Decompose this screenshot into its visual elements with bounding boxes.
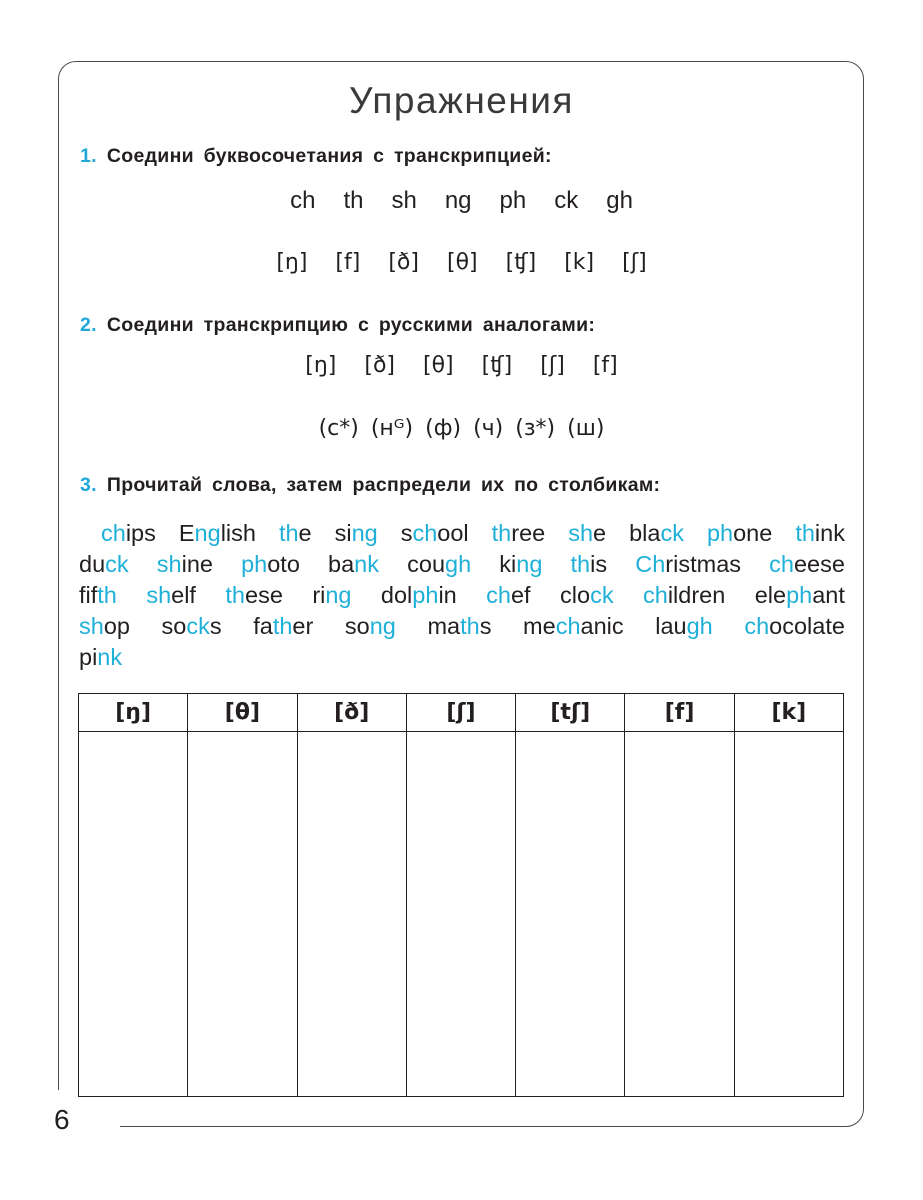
- task-3-heading: [80, 474, 660, 497]
- word: [146, 580, 196, 611]
- column-header: [ʃ]: [406, 694, 515, 732]
- letter-combination: th: [343, 187, 364, 214]
- word-fragment: so: [344, 613, 370, 639]
- russian-analog: (ш): [567, 416, 605, 441]
- word-fragment: du: [79, 551, 106, 577]
- column-header: [k]: [734, 694, 843, 732]
- highlighted-letters: th: [278, 520, 299, 546]
- word-fragment: lish: [220, 520, 256, 546]
- transcription: [f]: [592, 353, 618, 378]
- word-fragment: ef: [510, 582, 531, 608]
- page-number: 6: [54, 1104, 70, 1135]
- word: [79, 611, 130, 642]
- word: [492, 518, 546, 549]
- task-1-instruction: Соедини буквосочетания с транскрипцией:: [106, 145, 552, 167]
- word: [345, 611, 396, 642]
- word-fragment: ma: [427, 613, 461, 639]
- word-fragment: ink: [814, 520, 845, 546]
- word-line: [79, 518, 845, 549]
- word-fragment: ips: [125, 520, 156, 546]
- russian-analog: (с*): [318, 416, 359, 441]
- word-fragment: ri: [312, 582, 326, 608]
- column-header: [θ]: [188, 694, 297, 732]
- column-header: [tʃ]: [516, 694, 625, 732]
- word: [744, 611, 845, 642]
- highlighted-letters: nk: [97, 644, 123, 670]
- answer-cell[interactable]: [79, 732, 188, 1097]
- word-fragment: ocolate: [769, 613, 845, 639]
- word: [335, 518, 378, 549]
- word: [560, 580, 614, 611]
- word: [101, 518, 156, 549]
- word: [79, 549, 129, 580]
- highlighted-letters: ck: [660, 520, 684, 546]
- word: [328, 549, 379, 580]
- word-fragment: pi: [79, 644, 98, 670]
- letter-combination: ng: [444, 187, 472, 214]
- word-line: [79, 549, 845, 580]
- word-fragment: lau: [655, 613, 687, 639]
- highlighted-letters: ng: [351, 520, 378, 546]
- word-fragment: ildren: [667, 582, 726, 608]
- answer-cell[interactable]: [625, 732, 734, 1097]
- transcription: [ʃ]: [540, 353, 565, 378]
- highlighted-letters: ch: [486, 582, 511, 608]
- letter-combination: ck: [554, 187, 579, 214]
- russian-analog: (ф): [425, 416, 462, 441]
- column-header: [ŋ]: [79, 694, 188, 732]
- word: [571, 549, 608, 580]
- russian-analog: (ч): [473, 416, 504, 441]
- page-title: Упражнения: [349, 80, 574, 121]
- word: [241, 549, 300, 580]
- highlighted-letters: ch: [642, 582, 668, 608]
- word-fragment: eese: [793, 551, 845, 577]
- highlighted-letters: ph: [786, 582, 813, 608]
- task-2-russian-analogs: [0, 416, 923, 441]
- task-2-instruction: Соедини транскрипцию с русскими аналогами:: [106, 314, 596, 336]
- transcription: [ŋ]: [305, 353, 337, 378]
- word: [795, 518, 845, 549]
- word: [225, 580, 283, 611]
- word: [253, 611, 313, 642]
- word-fragment: ine: [181, 551, 213, 577]
- answer-cell[interactable]: [188, 732, 297, 1097]
- highlighted-letters: Ch: [635, 551, 666, 577]
- task-3-instruction: Прочитай слова, затем распредели их по столбикам:: [106, 474, 661, 496]
- highlighted-letters: th: [570, 551, 591, 577]
- highlighted-letters: ch: [412, 520, 438, 546]
- highlighted-letters: ck: [186, 613, 210, 639]
- word-fragment: op: [103, 613, 130, 639]
- word: [162, 611, 222, 642]
- word: [157, 549, 213, 580]
- word-fragment: e: [593, 520, 607, 546]
- task-1-heading: [80, 145, 552, 168]
- task-1-transcriptions: [0, 250, 923, 275]
- letter-combination: ph: [499, 187, 527, 214]
- answer-cell[interactable]: [516, 732, 625, 1097]
- table-header-row: [79, 694, 844, 732]
- highlighted-letters: ph: [706, 520, 734, 546]
- word-fragment: s: [400, 520, 413, 546]
- word: [179, 518, 256, 549]
- word-fragment: ool: [437, 520, 469, 546]
- transcription: [ð]: [364, 353, 396, 378]
- word-fragment: anic: [580, 613, 624, 639]
- task-2-number: 2.: [80, 314, 97, 336]
- word: [79, 580, 117, 611]
- word-fragment: fa: [253, 613, 273, 639]
- task-2-transcriptions: [0, 353, 923, 378]
- highlighted-letters: ng: [325, 582, 352, 608]
- word: [769, 549, 845, 580]
- word-fragment: e: [298, 520, 312, 546]
- sorting-table: [78, 693, 844, 1097]
- word-fragment: me: [523, 613, 556, 639]
- word-fragment: one: [733, 520, 773, 546]
- highlighted-letters: nk: [354, 551, 379, 577]
- task-2-heading: [80, 314, 595, 337]
- word: [568, 518, 606, 549]
- highlighted-letters: sh: [79, 613, 104, 639]
- transcription: [ð]: [388, 250, 419, 275]
- word-fragment: s: [479, 613, 492, 639]
- column-header: [f]: [625, 694, 734, 732]
- transcription: [ŋ]: [276, 250, 308, 275]
- russian-analog: (нᴳ): [370, 416, 414, 441]
- word: [427, 611, 491, 642]
- word-fragment: E: [178, 520, 195, 546]
- word-fragment: bla: [629, 520, 661, 546]
- word-line: [79, 611, 845, 642]
- word: [407, 549, 471, 580]
- word: [312, 580, 351, 611]
- word: [499, 549, 542, 580]
- highlighted-letters: ck: [105, 551, 129, 577]
- word-fragment: so: [161, 613, 187, 639]
- word-fragment: ant: [812, 582, 845, 608]
- task-3-number: 3.: [80, 474, 97, 496]
- highlighted-letters: ch: [555, 613, 581, 639]
- word-fragment: dol: [380, 582, 413, 608]
- highlighted-letters: th: [272, 613, 293, 639]
- highlighted-letters: ng: [369, 613, 396, 639]
- word: [629, 518, 684, 549]
- letter-combination: sh: [391, 187, 417, 214]
- word-fragment: elf: [171, 582, 196, 608]
- word-line: [79, 642, 845, 673]
- highlighted-letters: ck: [590, 582, 614, 608]
- letter-combination: ch: [290, 187, 316, 214]
- highlighted-letters: ch: [101, 520, 126, 546]
- highlighted-letters: ng: [194, 520, 221, 546]
- word-fragment: s: [209, 613, 222, 639]
- table-answer-row: [79, 732, 844, 1097]
- highlighted-letters: ph: [412, 582, 439, 608]
- highlighted-letters: th: [795, 520, 815, 546]
- task-1-number: 1.: [80, 145, 97, 167]
- word-fragment: cou: [407, 551, 446, 577]
- highlighted-letters: sh: [568, 520, 594, 546]
- highlighted-letters: th: [491, 520, 512, 546]
- highlighted-letters: ch: [769, 551, 794, 577]
- word-fragment: ristmas: [665, 551, 742, 577]
- highlighted-letters: th: [460, 613, 480, 639]
- transcription: [ʧ]: [481, 353, 513, 378]
- word-fragment: er: [292, 613, 314, 639]
- word: [635, 549, 741, 580]
- highlighted-letters: sh: [156, 551, 182, 577]
- answer-cell[interactable]: [734, 732, 843, 1097]
- word-fragment: in: [438, 582, 457, 608]
- word-fragment: oto: [267, 551, 300, 577]
- word-fragment: ba: [328, 551, 355, 577]
- word-list: [79, 518, 845, 673]
- letter-combination: gh: [606, 187, 633, 214]
- word: [401, 518, 469, 549]
- transcription: [f]: [335, 250, 361, 275]
- word-fragment: ree: [511, 520, 546, 546]
- word: [655, 611, 713, 642]
- transcription: [ʃ]: [622, 250, 647, 275]
- word-fragment: ki: [499, 551, 517, 577]
- highlighted-letters: ng: [516, 551, 543, 577]
- word-fragment: is: [590, 551, 608, 577]
- task-1-letters: [0, 187, 923, 215]
- word-line: [79, 580, 845, 611]
- word-fragment: fif: [79, 582, 98, 608]
- highlighted-letters: th: [97, 582, 117, 608]
- answer-cell[interactable]: [297, 732, 406, 1097]
- highlighted-letters: ch: [744, 613, 770, 639]
- russian-analog: (з*): [515, 416, 556, 441]
- highlighted-letters: sh: [146, 582, 172, 608]
- word: [755, 580, 845, 611]
- word: [707, 518, 772, 549]
- word-fragment: ese: [245, 582, 283, 608]
- transcription: [ʧ]: [505, 250, 537, 275]
- transcription: [k]: [564, 250, 595, 275]
- highlighted-letters: gh: [686, 613, 713, 639]
- word: [486, 580, 530, 611]
- word-fragment: ele: [754, 582, 787, 608]
- word: [643, 580, 725, 611]
- transcription: [θ]: [446, 250, 478, 275]
- word: [279, 518, 312, 549]
- transcription: [θ]: [423, 353, 454, 378]
- word: [381, 580, 457, 611]
- answer-cell[interactable]: [406, 732, 515, 1097]
- word: [79, 642, 122, 673]
- highlighted-letters: gh: [445, 551, 472, 577]
- highlighted-letters: th: [225, 582, 245, 608]
- column-header: [ð]: [297, 694, 406, 732]
- word-fragment: si: [334, 520, 352, 546]
- word: [523, 611, 624, 642]
- highlighted-letters: ph: [241, 551, 268, 577]
- word-fragment: clo: [560, 582, 591, 608]
